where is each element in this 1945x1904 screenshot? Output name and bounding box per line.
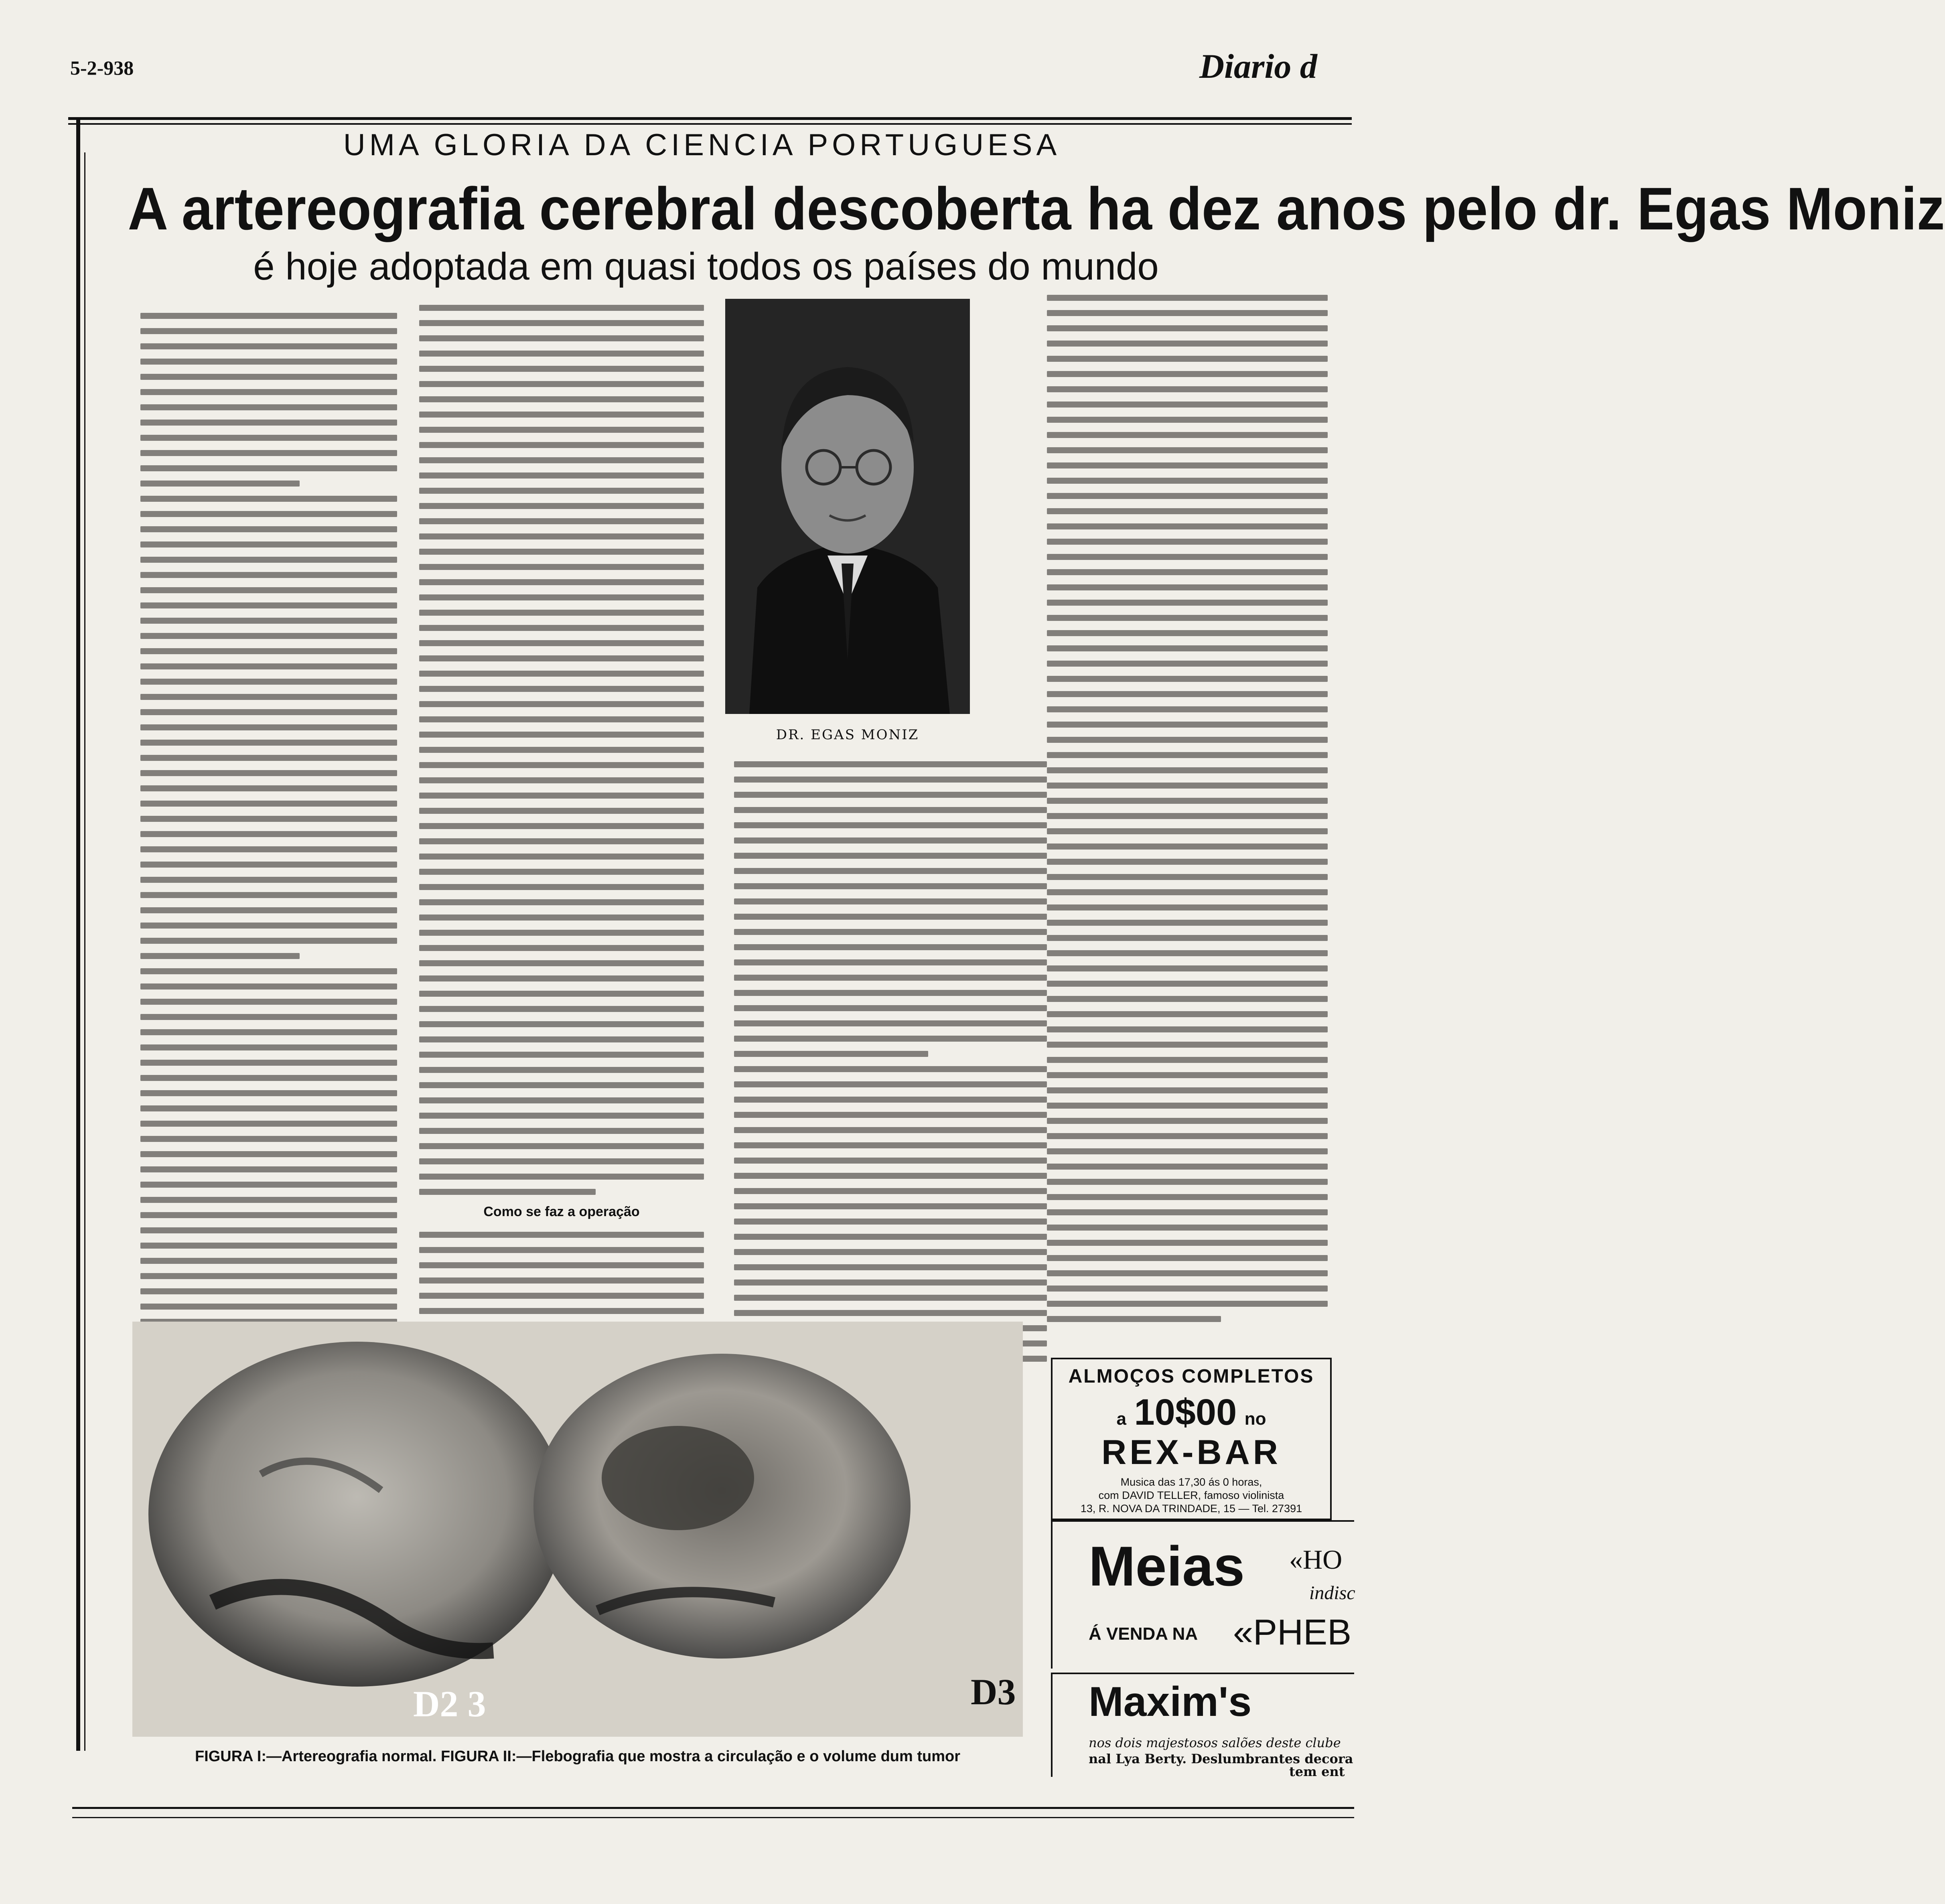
portrait-caption: DR. EGAS MONIZ (776, 727, 919, 743)
rexbar-detail-line: Musica das 17,30 ás 0 horas, (1120, 1476, 1262, 1488)
figure-caption: FIGURA I:—Artereografia normal. FIGURA II:—Flebografia que mostra a circulação e o volume dum tumor (195, 1748, 961, 1765)
rexbar-details (1053, 1476, 1330, 1515)
header-rule-bottom (68, 123, 1352, 125)
footer-rule (72, 1807, 1354, 1809)
article-column-3 (734, 761, 1047, 1371)
maxims-ad-line: nos dois majestosos salões deste clube (1089, 1735, 1341, 1750)
newspaper-masthead: Diario d (1199, 47, 1317, 85)
header-rule-top (68, 117, 1352, 120)
meias-tagline: indisc (1309, 1582, 1355, 1604)
rexbar-ad-headline: ALMOÇOS COMPLETOS (1068, 1366, 1314, 1387)
maxims-ad (1051, 1673, 1354, 1777)
meias-sale-brand: «PHEB (1233, 1612, 1352, 1653)
rexbar-ad (1051, 1358, 1332, 1520)
portrait-photo (725, 299, 970, 714)
figure-label-left: D2 3 (413, 1683, 486, 1724)
maxims-ad-line: nal Lya Berty. Deslumbrantes decora (1089, 1751, 1353, 1766)
rexbar-name: REX-BAR (1101, 1433, 1281, 1472)
rexbar-price-line (1053, 1391, 1330, 1434)
section-heading: Como se faz a operação (483, 1204, 640, 1219)
article-column-4 (1047, 295, 1328, 1331)
issue-date: 5-2-938 (70, 57, 134, 79)
article-kicker: UMA GLORIA DA CIENCIA PORTUGUESA (343, 128, 1061, 162)
maxims-ad-line: tem ent (1289, 1764, 1345, 1779)
footer-rule-2 (72, 1817, 1354, 1818)
meias-brand: «HO (1289, 1544, 1343, 1575)
article-headline: A artereografia cerebral descoberta ha dez anos pelo dr. Egas Moniz (128, 175, 1945, 242)
meias-sale-prefix: Á VENDA NA (1089, 1624, 1198, 1644)
article-column-1 (140, 313, 397, 1380)
xray-figures (132, 1322, 1023, 1737)
rexbar-price: 10$00 (1134, 1392, 1237, 1433)
figure-label-right: D3 (971, 1671, 1016, 1712)
maxims-ad-title: Maxim's (1089, 1679, 1252, 1725)
rexbar-price-prefix: a (1116, 1409, 1126, 1429)
left-border-rule (76, 118, 80, 1751)
meias-ad (1051, 1520, 1354, 1669)
rexbar-detail-line: 13, R. NOVA DA TRINDADE, 15 — Tel. 27391 (1080, 1503, 1302, 1515)
meias-ad-title: Meias (1089, 1535, 1245, 1598)
xray-illustration (132, 1322, 1023, 1737)
portrait-illustration (725, 299, 970, 714)
rexbar-detail-line: com DAVID TELLER, famoso violinista (1098, 1489, 1284, 1501)
article-subheadline: é hoje adoptada em quasi todos os países do mundo (253, 245, 1159, 288)
article-column-2 (419, 305, 704, 1384)
left-border-rule-thin (84, 152, 85, 1751)
rexbar-price-suffix: no (1244, 1409, 1266, 1429)
